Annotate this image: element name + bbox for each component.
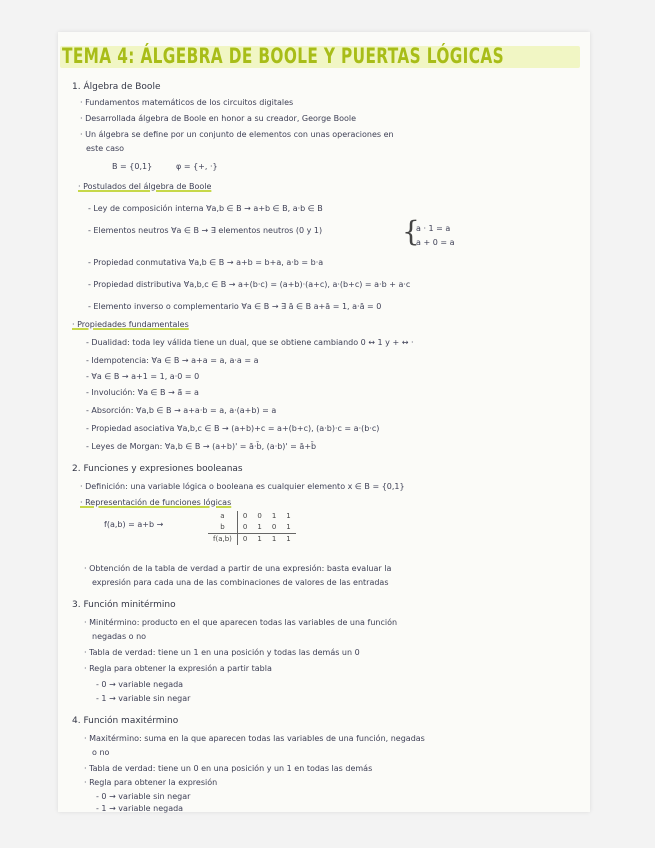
postulado-neutros: - Elementos neutros ∀a ∈ B → ∃ elementos neutros (0 y 1) bbox=[88, 226, 323, 235]
truth-table-cell: 1 bbox=[267, 534, 281, 546]
propiedad-asociativa: - Propiedad asociativa ∀a,b,c ∈ B → (a+b)+c = a+(b+c), (a·b)·c = a·(b·c) bbox=[86, 424, 380, 433]
set-phi: φ = {+, ·} bbox=[176, 162, 218, 171]
page-title: TEMA 4: ÁLGEBRA DE BOOLE Y PUERTAS LÓGICAS bbox=[62, 44, 505, 68]
s4-regla-0: - 0 → variable sin negar bbox=[96, 792, 191, 801]
truth-table bbox=[208, 511, 296, 545]
s3-bullet-minitermino: · Minitérmino: producto en el que aparecen todas las variables de una función bbox=[84, 618, 398, 627]
propiedad-absorcion: - Absorción: ∀a,b ∈ B → a+a·b = a, a·(a+b) = a bbox=[86, 406, 277, 415]
s3-bullet-minitermino-cont: negadas o no bbox=[92, 632, 147, 641]
s4-bullet-regla: · Regla para obtener la expresión bbox=[84, 778, 218, 787]
s3-regla-1: - 1 → variable sin negar bbox=[96, 694, 191, 703]
truth-table-cell: 0 bbox=[257, 512, 262, 520]
truth-table-cell: 1 bbox=[286, 523, 291, 531]
truth-table-cell: 1 bbox=[286, 512, 291, 520]
s1-bullet-algebra-def: · Un álgebra se define por un conjunto de elementos con unas operaciones en bbox=[80, 130, 394, 139]
s4-regla-1: - 1 → variable negada bbox=[96, 804, 184, 813]
s4-bullet-tabla: · Tabla de verdad: tiene un 0 en una posición y un 1 en todas las demás bbox=[84, 764, 373, 773]
neutros-brace: { bbox=[402, 215, 420, 248]
s4-bullet-maxitermino-cont: o no bbox=[92, 748, 110, 757]
truth-table-cell: 0 bbox=[271, 523, 277, 531]
truth-table-label: f(a,b) bbox=[208, 534, 237, 546]
section-1-heading: 1. Álgebra de Boole bbox=[72, 82, 161, 92]
s2-bullet-definicion: · Definición: una variable lógica o booleana es cualquier elemento x ∈ B = {0,1} bbox=[80, 482, 405, 491]
postulado-conmutativa: - Propiedad conmutativa ∀a,b ∈ B → a+b = b+a, a·b = b·a bbox=[88, 258, 324, 267]
s2-bullet-obtencion-cont: expresión para cada una de las combinaciones de valores de las entradas bbox=[92, 578, 389, 587]
s4-bullet-maxitermino: · Maxitérmino: suma en la que aparecen todas las variables de una función, negadas bbox=[84, 734, 425, 743]
postulado-distributiva: - Propiedad distributiva ∀a,b,c ∈ B → a+(b·c) = (a+b)·(a+c), a·(b+c) = a·b + a·c bbox=[88, 280, 411, 289]
s3-bullet-regla: · Regla para obtener la expresión a partir tabla bbox=[84, 664, 272, 673]
truth-table-row-f bbox=[208, 534, 296, 546]
postulado-composicion: - Ley de composición interna ∀a,b ∈ B → a+b ∈ B, a·b ∈ B bbox=[88, 204, 323, 213]
set-b: B = {0,1} bbox=[112, 162, 153, 171]
truth-table-label: b bbox=[220, 523, 225, 531]
section-2-heading: 2. Funciones y expresiones booleanas bbox=[72, 464, 243, 474]
s2-bullet-representacion: · Representación de funciones lógicas bbox=[80, 498, 232, 507]
neutro-producto: a · 1 = a bbox=[416, 224, 451, 233]
section-4-heading: 4. Función maxitérmino bbox=[72, 716, 179, 726]
propiedad-idempotencia: - Idempotencia: ∀a ∈ B → a+a = a, a·a = a bbox=[86, 356, 259, 365]
s3-bullet-tabla: · Tabla de verdad: tiene un 1 en una posición y todas las demás un 0 bbox=[84, 648, 360, 657]
propiedad-dualidad: - Dualidad: toda ley válida tiene un dual, que se obtiene cambiando 0 ↔ 1 y + ↔ · bbox=[86, 338, 414, 347]
truth-table-cell: 1 bbox=[252, 534, 266, 546]
function-expression: f(a,b) = a+b → bbox=[104, 520, 164, 529]
truth-table-cell: 1 bbox=[271, 512, 277, 520]
postulados-heading: · Postulados del álgebra de Boole bbox=[78, 182, 212, 191]
propiedades-heading: · Propiedades fundamentales bbox=[72, 320, 189, 329]
neutro-suma: a + 0 = a bbox=[416, 238, 455, 247]
s3-regla-0: - 0 → variable negada bbox=[96, 680, 184, 689]
s1-bullet-desarrollada: · Desarrollada álgebra de Boole en honor a su creador, George Boole bbox=[80, 114, 357, 123]
propiedad-elemento-absorbente: - ∀a ∈ B → a+1 = 1, a·0 = 0 bbox=[86, 372, 200, 381]
s1-bullet-fundamentos: · Fundamentos matemáticos de los circuitos digitales bbox=[80, 98, 294, 107]
propiedad-involucion: - Involución: ∀a ∈ B → ā̄ = a bbox=[86, 388, 199, 397]
section-3-heading: 3. Función minitérmino bbox=[72, 600, 176, 610]
s1-bullet-algebra-def-cont: este caso bbox=[86, 144, 125, 153]
truth-table-cell: 0 bbox=[237, 522, 252, 534]
truth-table-cell: 0 bbox=[237, 534, 252, 546]
truth-table-row-a bbox=[208, 511, 296, 522]
truth-table-cell: 1 bbox=[281, 534, 295, 546]
truth-table-row-b bbox=[208, 522, 296, 534]
postulado-inverso: - Elemento inverso o complementario ∀a ∈ B → ∃ ā ∈ B a+ā = 1, a·ā = 0 bbox=[88, 302, 382, 311]
truth-table-cell: 0 bbox=[237, 511, 252, 522]
truth-table-label: a bbox=[220, 512, 225, 520]
leyes-de-morgan: - Leyes de Morgan: ∀a,b ∈ B → (a+b)' = ā·b̄, (a·b)' = ā+b̄ bbox=[86, 442, 317, 451]
s2-bullet-obtencion: · Obtención de la tabla de verdad a partir de una expresión: basta evaluar la bbox=[84, 564, 392, 573]
truth-table-cell: 1 bbox=[257, 523, 262, 531]
